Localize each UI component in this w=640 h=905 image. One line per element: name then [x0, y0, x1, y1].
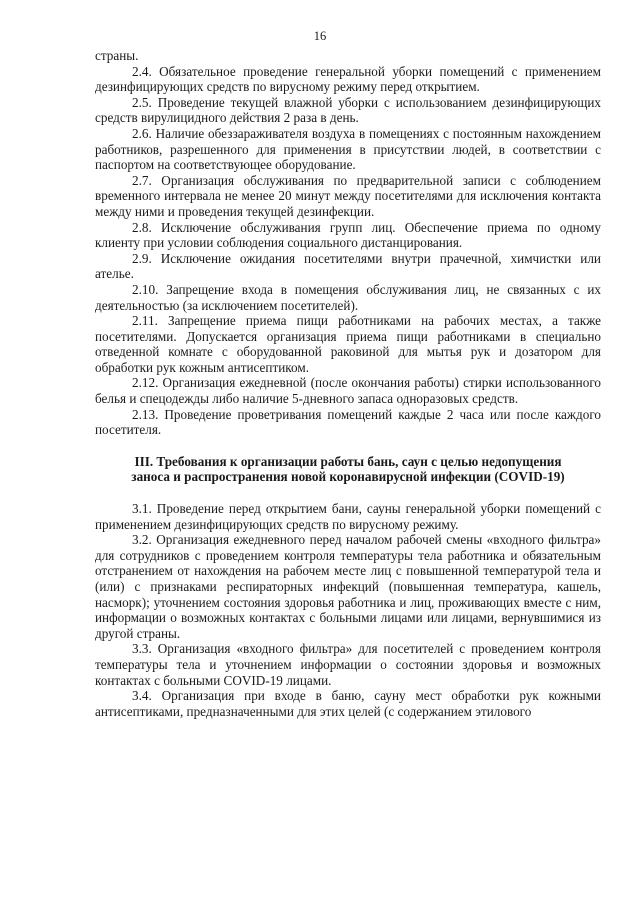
paragraph-2-12: 2.12. Организация ежедневной (после окончания работы) стирки использованного белья и спецодежды либо наличие 5-дневного запаса одноразовых средств. [95, 375, 601, 407]
paragraph-3-3: 3.3. Организация «входного фильтра» для посетителей с проведением контроля температуры тела и уточнением информации о состоянии здоровья и возможных контактах с больными COVID-19 лицами. [95, 641, 601, 688]
page-number: 16 [313, 29, 327, 43]
paragraph-continuation: страны. [95, 48, 139, 63]
section-heading-line-2: заноса и распространения новой коронавирусной инфекции (COVID-19) [131, 469, 565, 485]
paragraph-3-2: 3.2. Организация ежедневного перед началом рабочей смены «входного фильтра» для сотрудников с проведением контроля температуры тела работника и обязательным отстранением от нахождения на рабочем месте лиц с повышенной температурой тела и (или) с признаками респираторных инфекций (повышенная температура, кашель, насморк); уточнением состояния здоровья работника и лиц, проживающих вместе с ним, информации о возможных контактах с больными лицами или лицами, вернувшимися из другой страны. [95, 532, 601, 641]
paragraph-3-1: 3.1. Проведение перед открытием бани, сауны генеральной уборки помещений с применением дезинфицирующих средств по вирусному режиму. [95, 501, 601, 532]
paragraph-2-8: 2.8. Исключение обслуживания групп лиц. Обеспечение приема по одному клиенту при условии соблюдения социального дистанцирования. [95, 219, 601, 251]
paragraph-2-6: 2.6. Наличие обеззараживателя воздуха в помещениях с постоянным нахождением работников, разрешенного для применения в присутствии людей, в соответствии с паспортом на соответствующее оборудование. [95, 125, 601, 173]
paragraph-2-5: 2.5. Проведение текущей влажной уборки с использованием дезинфицирующих средств вирулицидного действия 2 раза в день. [95, 94, 601, 126]
paragraph-3-4: 3.4. Организация при входе в баню, сауну мест обработки рук кожными антисептиками, предназначенными для этих целей (с содержанием этилового [95, 688, 601, 719]
paragraph-2-11: 2.11. Запрещение приема пищи работниками на рабочих местах, а также посетителями. Допускается организация приема пищи работниками в специально отведенной комнате с оборудованной раковиной для мытья рук и дозатором для обработки рук кожным антисептиком. [95, 313, 601, 375]
paragraph-2-7: 2.7. Организация обслуживания по предварительной записи с соблюдением временного интервала не менее 20 минут между посетителями для исключения контакта между ними и проведения текущей дезинфекции. [95, 172, 601, 219]
paragraph-2-4: 2.4. Обязательное проведение генеральной уборки помещений с применением дезинфицирующих средств по вирусному режиму перед открытием. [95, 63, 601, 95]
paragraph-2-9: 2.9. Исключение ожидания посетителями внутри прачечной, химчистки или ателье. [95, 250, 601, 282]
section-heading [95, 454, 601, 485]
paragraph-2-13: 2.13. Проведение проветривания помещений каждые 2 часа или после каждого посетителя. [95, 406, 601, 438]
section-heading-line-1: III. Требования к организации работы бань, саун с целью недопущения [134, 453, 562, 469]
page-content [95, 48, 601, 719]
paragraph-2-10: 2.10. Запрещение входа в помещения обслуживания лиц, не связанных с их деятельностью (за исключением посетителей). [95, 281, 601, 313]
